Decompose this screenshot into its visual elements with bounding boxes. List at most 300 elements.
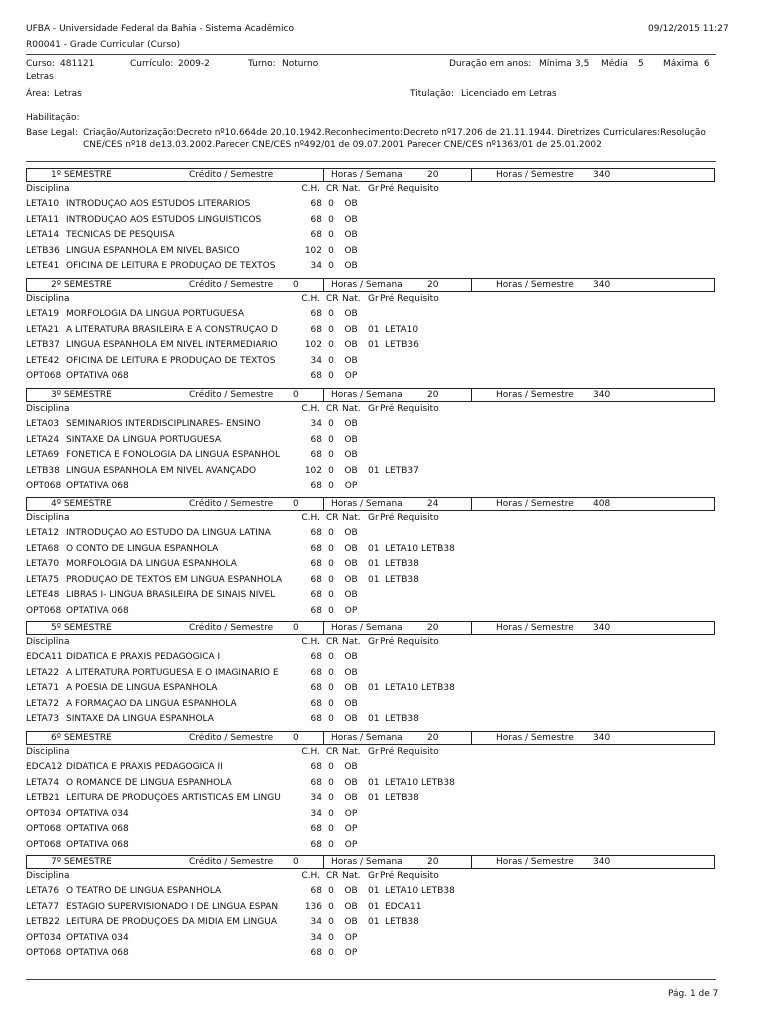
credito-semestre-label: Crédito / Semestre	[189, 170, 274, 180]
col-gr: Gr	[368, 294, 379, 304]
semester-header	[26, 621, 715, 635]
course-nat: OB	[344, 590, 358, 600]
column-header-row	[26, 513, 716, 525]
course-name: OPTATIVA 068	[66, 824, 129, 834]
course-row	[26, 309, 716, 321]
course-name: OPTATIVA 068	[66, 840, 129, 850]
course-ch: 68	[298, 575, 322, 585]
semester-header	[26, 168, 715, 182]
course-nat: OB	[344, 544, 358, 554]
course-row	[26, 435, 716, 447]
col-gr: Gr	[368, 184, 379, 194]
course-code: LETA14	[26, 230, 60, 240]
col-disciplina: Disciplina	[26, 871, 70, 881]
course-cr: 0	[328, 575, 334, 585]
course-code: LETB36	[26, 246, 60, 256]
horas-semestre-label: Horas / Semestre	[496, 623, 574, 633]
course-prerequisite: LETA10 LETB38	[385, 778, 455, 788]
semester-title: 4º SEMESTRE	[51, 499, 112, 509]
horas-semestre-label: Horas / Semestre	[496, 170, 574, 180]
base-legal-line1: Criação/Autorização:Decreto nº10.664de 20.10.1942.Reconhecimento:Decreto nº17.206 de 21.11.1944. Diretrizes Curriculares:Resolução	[83, 128, 706, 138]
course-ch: 34	[298, 933, 322, 943]
course-name: A LITERATURA PORTUGUESA E O IMAGINÁRIO E	[66, 668, 279, 678]
horas-semana-label: Horas / Semana	[331, 390, 403, 400]
col-nat: Nat.	[342, 184, 361, 194]
credito-semestre-label: Crédito / Semestre	[189, 499, 274, 509]
course-nat: OB	[344, 325, 358, 335]
course-cr: 0	[328, 356, 334, 366]
horas-semana-value: 20	[427, 857, 439, 867]
course-name: A LITERATURA BRASILEIRA E A CONSTRUÇÃO D	[66, 325, 278, 335]
course-cr: 0	[328, 778, 334, 788]
course-code: LETA76	[26, 886, 60, 896]
col-pre-requisito: Pré Requisito	[380, 871, 439, 881]
course-ch: 68	[298, 309, 322, 319]
course-prerequisite: LETB36	[385, 340, 419, 350]
course-row	[26, 466, 716, 478]
credito-semestre-label: Crédito / Semestre	[189, 623, 274, 633]
course-row	[26, 699, 716, 711]
course-ch: 68	[298, 886, 322, 896]
course-cr: 0	[328, 528, 334, 538]
course-nat: OB	[344, 215, 358, 225]
footer-divider	[26, 979, 716, 980]
course-ch: 68	[298, 559, 322, 569]
course-ch: 68	[298, 652, 322, 662]
course-name: OPTATIVA 068	[66, 371, 129, 381]
course-name: SEMINÁRIOS INTERDISCIPLINARES- ENSINO	[66, 419, 261, 429]
course-ch: 68	[298, 699, 322, 709]
col-ch: C.H.	[301, 184, 320, 194]
semester-header	[26, 855, 715, 869]
horas-semana-value: 24	[427, 499, 439, 509]
course-cr: 0	[328, 371, 334, 381]
course-cr: 0	[328, 419, 334, 429]
course-name: ESTÁGIO SUPERVISIONADO I DE LINGUA ESPAN	[66, 902, 279, 912]
credito-semestre-value: 0	[293, 623, 299, 633]
course-row	[26, 356, 716, 368]
course-name: MORFOLOGIA DA LINGUA PORTUGUESA	[66, 309, 245, 319]
course-name: Letras	[26, 72, 54, 82]
course-nat: OB	[344, 668, 358, 678]
course-ch: 68	[298, 762, 322, 772]
col-ch: C.H.	[301, 747, 320, 757]
horas-semana-label: Horas / Semana	[331, 280, 403, 290]
course-code: LETA24	[26, 435, 60, 445]
course-name: A POESIA DE LINGUA ESPANHOLA	[66, 683, 218, 693]
course-name: MORFOLOGIA DA LINGUA ESPANHOLA	[66, 559, 237, 569]
semester-title: 5º SEMESTRE	[51, 623, 112, 633]
course-nat: OB	[344, 793, 358, 803]
course-row	[26, 575, 716, 587]
course-nat: OB	[344, 261, 358, 271]
course-prerequisite: LETB37	[385, 466, 419, 476]
course-cr: 0	[328, 809, 334, 819]
report-title: R00041 - Grade Curricular (Curso)	[26, 40, 181, 50]
course-row	[26, 544, 716, 556]
course-nat: OP	[344, 481, 358, 491]
course-cr: 0	[328, 668, 334, 678]
course-name: OFICINA DE LEITURA E PRODUÇÃO DE TEXTOS	[66, 356, 276, 366]
course-name: OPTATIVA 034	[66, 809, 129, 819]
course-gr: 01	[368, 544, 380, 554]
course-code: LETA74	[26, 778, 60, 788]
course-cr: 0	[328, 714, 334, 724]
course-code: LETA69	[26, 450, 60, 460]
horas-semana-label: Horas / Semana	[331, 857, 403, 867]
column-header-row	[26, 871, 716, 883]
course-ch: 34	[298, 917, 322, 927]
col-disciplina: Disciplina	[26, 637, 70, 647]
credito-semestre-label: Crédito / Semestre	[189, 733, 274, 743]
semester-separator	[471, 389, 472, 401]
col-pre-requisito: Pré Requisito	[380, 747, 439, 757]
turno-label: Turno:	[248, 59, 276, 69]
horas-semestre-label: Horas / Semestre	[496, 390, 574, 400]
horas-semana-label: Horas / Semana	[331, 499, 403, 509]
horas-semestre-label: Horas / Semestre	[496, 733, 574, 743]
course-cr: 0	[328, 902, 334, 912]
credito-semestre-value: 0	[293, 390, 299, 400]
course-code: LETA03	[26, 419, 60, 429]
course-nat: OB	[344, 356, 358, 366]
col-disciplina: Disciplina	[26, 294, 70, 304]
course-prerequisite: LETB38	[385, 917, 419, 927]
course-name: TÉCNICAS DE PESQUISA	[66, 230, 175, 240]
semester-header	[26, 278, 715, 292]
course-name: DIDÁTICA E PRAXIS PEDAGÓGICA I	[66, 652, 221, 662]
course-nat: OB	[344, 230, 358, 240]
course-name: LIBRAS I- LÍNGUA BRASILEIRA DE SINAIS NIVEL	[66, 590, 276, 600]
course-code: LETB21	[26, 793, 60, 803]
maxima-value: 6	[704, 59, 710, 69]
course-ch: 68	[298, 450, 322, 460]
course-name: LINGUA ESPANHOLA EM NIVEL AVANÇADO	[66, 466, 257, 476]
course-code: LETB37	[26, 340, 60, 350]
course-gr: 01	[368, 778, 380, 788]
titulacao-label: Titulação:	[410, 89, 454, 99]
course-row	[26, 762, 716, 774]
course-code: EDCA11	[26, 652, 63, 662]
course-cr: 0	[328, 325, 334, 335]
course-row	[26, 840, 716, 852]
course-row	[26, 902, 716, 914]
course-code: LETB38	[26, 466, 60, 476]
course-ch: 68	[298, 230, 322, 240]
course-code: OPT068	[26, 606, 62, 616]
semester-separator	[471, 169, 472, 181]
col-nat: Nat.	[342, 871, 361, 881]
course-gr: 01	[368, 902, 380, 912]
col-ch: C.H.	[301, 871, 320, 881]
course-nat: OB	[344, 309, 358, 319]
institution-title: UFBA - Universidade Federal da Bahia - Sistema Acadêmico	[26, 24, 295, 34]
col-pre-requisito: Pré Requisito	[380, 637, 439, 647]
course-cr: 0	[328, 466, 334, 476]
course-ch: 68	[298, 683, 322, 693]
course-name: FONÉTICA E FONOLOGIA DA LINGUA ESPANHOL	[66, 450, 280, 460]
course-prerequisite: LETA10 LETB38	[385, 886, 455, 896]
course-nat: OB	[344, 199, 358, 209]
col-pre-requisito: Pré Requisito	[380, 294, 439, 304]
course-code: OPT068	[26, 481, 62, 491]
course-nat: OB	[344, 419, 358, 429]
course-ch: 68	[298, 948, 322, 958]
course-nat: OB	[344, 902, 358, 912]
course-gr: 01	[368, 325, 380, 335]
course-nat: OB	[344, 528, 358, 538]
horas-semestre-value: 340	[593, 390, 611, 400]
course-code: LETA70	[26, 559, 60, 569]
course-prerequisite: LETB38	[385, 559, 419, 569]
course-row	[26, 325, 716, 337]
col-cr: CR	[326, 404, 339, 414]
course-gr: 01	[368, 886, 380, 896]
course-row	[26, 606, 716, 618]
col-disciplina: Disciplina	[26, 747, 70, 757]
semester-title: 2º SEMESTRE	[51, 280, 112, 290]
course-row	[26, 683, 716, 695]
course-nat: OB	[344, 466, 358, 476]
horas-semana-label: Horas / Semana	[331, 733, 403, 743]
course-ch: 68	[298, 325, 322, 335]
column-header-row	[26, 404, 716, 416]
course-name: INTRODUÇÃO AO ESTUDO DA LINGUA LATINA	[66, 528, 271, 538]
course-name: OFICINA DE LEITURA E PRODUÇÃO DE TEXTOS	[66, 261, 276, 271]
course-ch: 68	[298, 590, 322, 600]
horas-semana-value: 20	[427, 390, 439, 400]
course-code: OPT068	[26, 840, 62, 850]
course-nat: OB	[344, 714, 358, 724]
course-gr: 01	[368, 466, 380, 476]
col-nat: Nat.	[342, 294, 361, 304]
col-pre-requisito: Pré Requisito	[380, 184, 439, 194]
course-ch: 68	[298, 528, 322, 538]
course-prerequisite: LETB38	[385, 575, 419, 585]
course-ch: 102	[298, 340, 322, 350]
course-nat: OP	[344, 840, 358, 850]
course-ch: 68	[298, 606, 322, 616]
column-header-row	[26, 294, 716, 306]
course-code: LETA73	[26, 714, 60, 724]
course-row	[26, 230, 716, 242]
semester-title: 1º SEMESTRE	[51, 170, 112, 180]
course-code: LETA71	[26, 683, 60, 693]
credito-semestre-label: Crédito / Semestre	[189, 857, 274, 867]
course-name: INTRODUÇÃO AOS ESTUDOS LINGÜÍSTICOS	[66, 215, 262, 225]
course-code: OPT068	[26, 371, 62, 381]
course-ch: 68	[298, 435, 322, 445]
horas-semestre-label: Horas / Semestre	[496, 499, 574, 509]
horas-semestre-value: 408	[593, 499, 611, 509]
horas-semana-value: 20	[427, 170, 439, 180]
course-nat: OP	[344, 948, 358, 958]
col-nat: Nat.	[342, 513, 361, 523]
course-ch: 68	[298, 544, 322, 554]
course-gr: 01	[368, 683, 380, 693]
horas-semana-label: Horas / Semana	[331, 623, 403, 633]
course-gr: 01	[368, 575, 380, 585]
course-cr: 0	[328, 793, 334, 803]
course-name: LINGUA ESPANHOLA EM NIVEL INTERMEDIÁRIO	[66, 340, 278, 350]
horas-semestre-value: 340	[593, 857, 611, 867]
semester-separator	[471, 856, 472, 868]
minima-value: 3,5	[575, 59, 590, 69]
course-name: O TEATRO DE LINGUA ESPANHOLA	[66, 886, 222, 896]
course-name: LEITURA DE PRODUÇÕES DA MIDIA EM LINGUA	[66, 917, 277, 927]
course-nat: OB	[344, 699, 358, 709]
media-label: Média	[601, 59, 629, 69]
course-row	[26, 246, 716, 258]
course-nat: OB	[344, 246, 358, 256]
course-row	[26, 652, 716, 664]
course-ch: 68	[298, 778, 322, 788]
course-nat: OP	[344, 933, 358, 943]
course-row	[26, 261, 716, 273]
course-nat: OB	[344, 762, 358, 772]
semester-title: 6º SEMESTRE	[51, 733, 112, 743]
course-ch: 68	[298, 840, 322, 850]
course-name: DIDÁTICA E PRAXIS PEDAGÓGICA II	[66, 762, 223, 772]
horas-semestre-value: 340	[593, 280, 611, 290]
col-cr: CR	[326, 871, 339, 881]
semester-title: 3º SEMESTRE	[51, 390, 112, 400]
horas-semestre-label: Horas / Semestre	[496, 857, 574, 867]
course-cr: 0	[328, 699, 334, 709]
col-gr: Gr	[368, 404, 379, 414]
course-code: LETB22	[26, 917, 60, 927]
course-code: LETA12	[26, 528, 60, 538]
curso-label: Curso:	[26, 59, 55, 69]
semester-separator	[323, 856, 324, 868]
course-prerequisite: EDCA11	[385, 902, 422, 912]
course-cr: 0	[328, 886, 334, 896]
semester-separator	[471, 279, 472, 291]
course-ch: 136	[298, 902, 322, 912]
col-disciplina: Disciplina	[26, 513, 70, 523]
info-divider	[26, 161, 716, 162]
course-prerequisite: LETB38	[385, 793, 419, 803]
credito-semestre-value: 0	[293, 280, 299, 290]
course-cr: 0	[328, 590, 334, 600]
course-row	[26, 886, 716, 898]
course-name: PRODUÇÃO DE TEXTOS EM LINGUA ESPANHOLA	[66, 575, 282, 585]
course-ch: 68	[298, 215, 322, 225]
credito-semestre-value: 0	[293, 857, 299, 867]
col-cr: CR	[326, 513, 339, 523]
course-cr: 0	[328, 309, 334, 319]
course-name: OPTATIVA 068	[66, 606, 129, 616]
col-pre-requisito: Pré Requisito	[380, 404, 439, 414]
course-code: OPT034	[26, 933, 62, 943]
horas-semana-value: 20	[427, 733, 439, 743]
minima-label: Mínima	[539, 59, 572, 69]
course-name: INTRODUÇÃO AOS ESTUDOS LITERÁRIOS	[66, 199, 251, 209]
course-code: OPT034	[26, 809, 62, 819]
course-cr: 0	[328, 917, 334, 927]
course-nat: OP	[344, 824, 358, 834]
col-gr: Gr	[368, 871, 379, 881]
semester-title: 7º SEMESTRE	[51, 857, 112, 867]
course-nat: OB	[344, 683, 358, 693]
course-gr: 01	[368, 793, 380, 803]
horas-semestre-value: 340	[593, 623, 611, 633]
semester-separator	[323, 622, 324, 634]
course-ch: 68	[298, 481, 322, 491]
course-cr: 0	[328, 450, 334, 460]
col-disciplina: Disciplina	[26, 404, 70, 414]
course-name: O CONTO DE LINGUA ESPANHOLA	[66, 544, 219, 554]
course-cr: 0	[328, 840, 334, 850]
course-nat: OB	[344, 575, 358, 585]
report-datetime: 09/12/2015 11:27	[648, 24, 729, 34]
course-ch: 102	[298, 466, 322, 476]
course-name: LEITURA DE PRODUÇÕES ARTISTICAS EM LINGU	[66, 793, 281, 803]
credito-semestre-label: Crédito / Semestre	[189, 390, 274, 400]
horas-semana-label: Horas / Semana	[331, 170, 403, 180]
course-cr: 0	[328, 933, 334, 943]
course-ch: 34	[298, 419, 322, 429]
area-value: Letras	[54, 89, 82, 99]
course-nat: OB	[344, 559, 358, 569]
course-code: LETA10	[26, 199, 60, 209]
course-prerequisite: LETA10 LETB38	[385, 683, 455, 693]
course-code: LETE48	[26, 590, 60, 600]
course-ch: 34	[298, 793, 322, 803]
course-name: SINTAXE DA LINGUA PORTUGUESA	[66, 435, 222, 445]
course-name: OPTATIVA 068	[66, 948, 129, 958]
course-row	[26, 933, 716, 945]
horas-semestre-value: 340	[593, 170, 611, 180]
course-cr: 0	[328, 246, 334, 256]
course-code: LETA72	[26, 699, 60, 709]
col-gr: Gr	[368, 637, 379, 647]
course-ch: 34	[298, 356, 322, 366]
course-cr: 0	[328, 762, 334, 772]
semester-header	[26, 497, 715, 511]
semester-separator	[323, 169, 324, 181]
curso-value: 481121	[60, 59, 95, 69]
course-row	[26, 528, 716, 540]
course-code: OPT068	[26, 824, 62, 834]
course-name: OPTATIVA 068	[66, 481, 129, 491]
col-ch: C.H.	[301, 637, 320, 647]
semester-separator	[323, 498, 324, 510]
course-gr: 01	[368, 714, 380, 724]
course-row	[26, 809, 716, 821]
course-nat: OB	[344, 652, 358, 662]
course-gr: 01	[368, 559, 380, 569]
course-cr: 0	[328, 199, 334, 209]
semester-separator	[323, 389, 324, 401]
page-number: Pág. 1 de 7	[668, 989, 719, 999]
course-name: OPTATIVA 034	[66, 933, 129, 943]
course-ch: 68	[298, 714, 322, 724]
header-divider	[26, 54, 716, 55]
course-code: LETA22	[26, 668, 60, 678]
course-cr: 0	[328, 544, 334, 554]
col-ch: C.H.	[301, 294, 320, 304]
course-row	[26, 948, 716, 960]
horas-semana-value: 20	[427, 280, 439, 290]
course-row	[26, 450, 716, 462]
course-nat: OP	[344, 606, 358, 616]
column-header-row	[26, 637, 716, 649]
turno-value: Noturno	[282, 59, 319, 69]
course-code: LETA68	[26, 544, 60, 554]
base-legal-line2: CNE/CES nº18 de13.03.2002.Parecer CNE/CES nº492/01 de 09.07.2001 Parecer CNE/CES nº1363/01 de 25.01.2002	[83, 140, 602, 150]
course-ch: 68	[298, 371, 322, 381]
